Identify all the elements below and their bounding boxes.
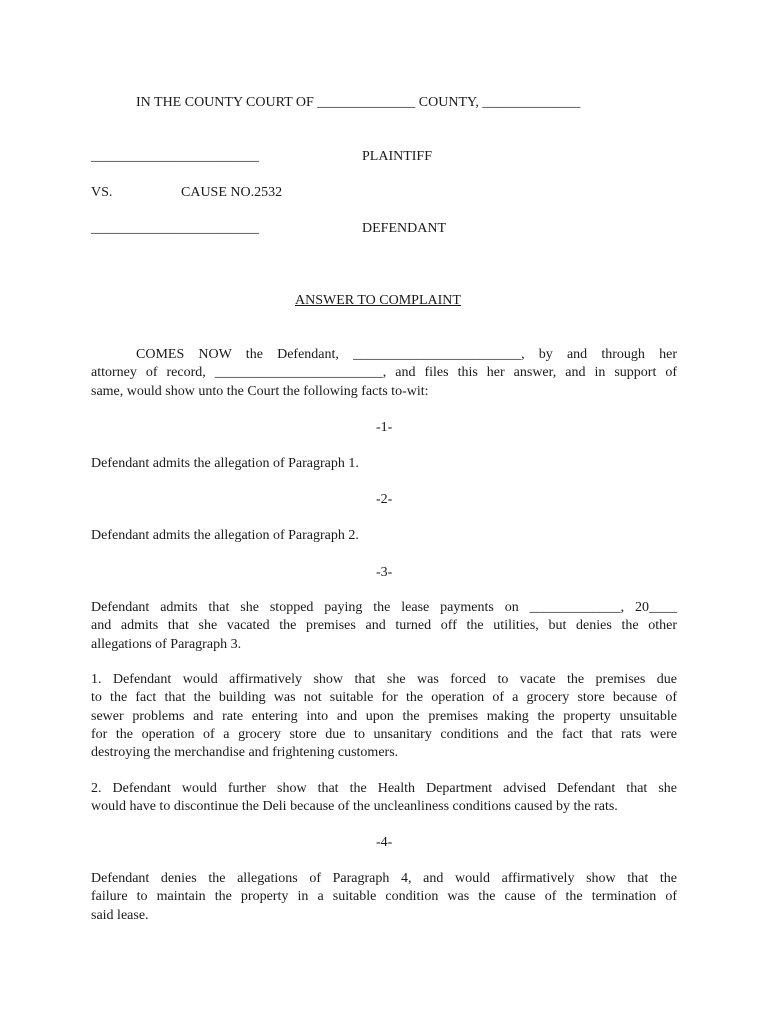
section-4-paragraph bbox=[91, 870, 677, 925]
section-1-text: Defendant admits the allegation of Paragraph 1. bbox=[91, 456, 359, 471]
section-4-line: Defendant denies the allegations of Paragraph 4, and would affirmatively show that the bbox=[91, 871, 677, 886]
section-3-paragraph bbox=[91, 599, 677, 654]
affirmative-1-line: sewer problems and rate entering into and upon the premises making the property unsuitable bbox=[91, 708, 677, 724]
section-4-line: failure to maintain the property in a suitable condition was the cause of the termination of bbox=[91, 889, 677, 905]
section-3-line: Defendant admits that she stopped paying the lease payments on _____________, 20____ bbox=[91, 600, 677, 615]
affirmative-2-line: 2. Defendant would further show that the Health Department advised Defendant that she bbox=[91, 781, 677, 796]
document-title: ANSWER TO COMPLAINT bbox=[295, 293, 461, 308]
section-3-line: allegations of Paragraph 3. bbox=[91, 636, 242, 652]
court-heading: IN THE COUNTY COURT OF ______________ COUNTY, ______________ bbox=[136, 95, 581, 110]
plaintiff-label: PLAINTIFF bbox=[362, 149, 433, 164]
affirmative-defense-2 bbox=[91, 780, 677, 817]
section-4-line: said lease. bbox=[91, 907, 149, 923]
section-number-1: -1- bbox=[376, 420, 393, 435]
affirmative-1-line: 1. Defendant would affirmatively show that she was forced to vacate the premises due bbox=[91, 672, 677, 687]
affirmative-2-line: would have to discontinue the Deli because of the uncleanliness conditions caused by the rats. bbox=[91, 799, 618, 815]
defendant-label: DEFENDANT bbox=[362, 221, 446, 236]
intro-line: attorney of record, ________________________, and files this her answer, and in support of bbox=[91, 365, 677, 381]
cause-number: CAUSE NO.2532 bbox=[181, 185, 283, 200]
plaintiff-name-blank: ________________________ bbox=[91, 149, 259, 164]
affirmative-1-line: destroying the merchandise and frightening customers. bbox=[91, 745, 399, 761]
section-number-2: -2- bbox=[376, 492, 393, 507]
intro-line: COMES NOW the Defendant, ________________________, by and through her bbox=[136, 347, 677, 362]
section-3-line: and admits that she vacated the premises and turned off the utilities, but denies the other bbox=[91, 618, 677, 634]
intro-line: same, would show unto the Court the following facts to-wit: bbox=[91, 383, 429, 399]
affirmative-defense-1 bbox=[91, 671, 677, 762]
section-number-4: -4- bbox=[376, 835, 393, 850]
defendant-name-blank: ________________________ bbox=[91, 221, 259, 236]
affirmative-1-line: to the fact that the building was not suitable for the operation of a grocery store because of bbox=[91, 690, 677, 706]
section-number-3: -3- bbox=[376, 565, 393, 580]
affirmative-1-line: for the operation of a grocery store due to unsanitary conditions and the fact that rats were bbox=[91, 726, 677, 742]
section-2-text: Defendant admits the allegation of Paragraph 2. bbox=[91, 528, 359, 543]
versus-label: VS. bbox=[91, 185, 113, 200]
intro-paragraph bbox=[91, 346, 677, 401]
